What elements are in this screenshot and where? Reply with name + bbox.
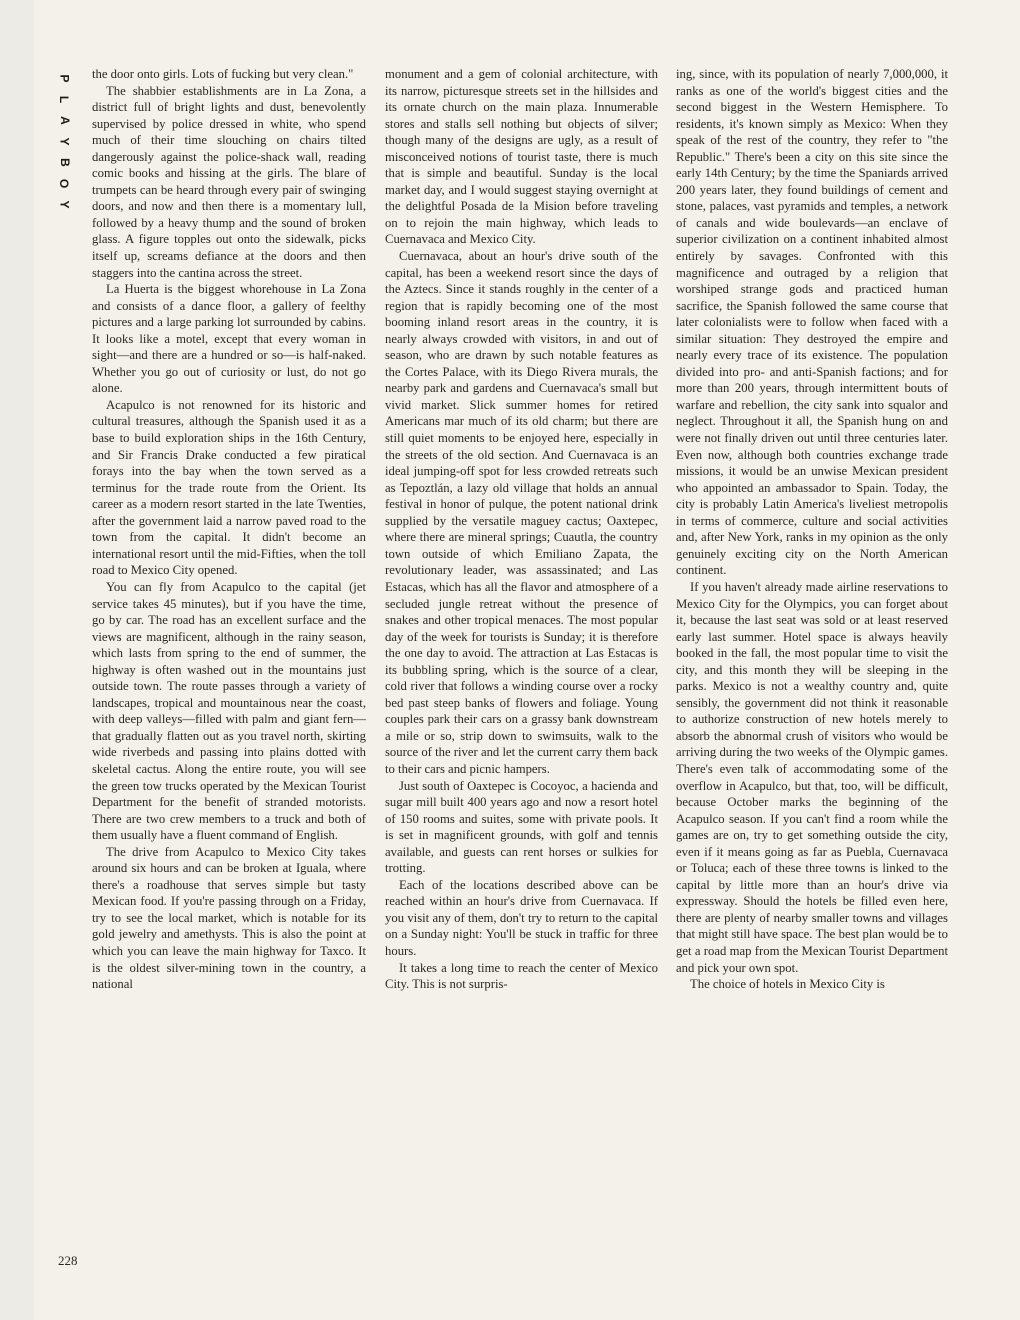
- logo-letter: A: [57, 116, 72, 125]
- logo-letter: Y: [57, 200, 72, 209]
- logo-letter: P: [57, 74, 72, 83]
- page-edge: [0, 0, 34, 1320]
- paragraph: You can fly from Acapulco to the capital (jet service takes 45 minutes), but if you have the time, go by car. The road has an excellent surface and the views are magnificent, although in the rainy season, which lasts from spring to the end of summer, the highway is often washed out in the mountains just outside town. The route passes through a variety of landscapes, tropical and mountainous near the coast, with deep valleys—filled with palm and giant fern—that gradually flatten out as you travel north, skirting wide riverbeds and passing into plains dotted with skeletal cactus. Along the entire route, you will see the green tow trucks operated by the Mexican Tourist Department for the benefit of stranded motorists. There are two crew members to a truck and both of them usually have a fluent command of English.: [92, 579, 366, 843]
- paragraph: Just south of Oaxtepec is Cocoyoc, a hacienda and sugar mill built 400 years ago and now a resort hotel of 150 rooms and suites, some with private pools. It is set in magnificent grounds, with golf and tennis available, and guests can rent horses or sulkies for trotting.: [385, 778, 658, 876]
- paragraph: The drive from Acapulco to Mexico City takes around six hours and can be broken at Iguala, where there's a roadhouse that serves simple but tasty Mexican food. If you're passing through on a Friday, try to see the local market, which is notable for its gold jewelry and amethysts. This is also the point at which you can leave the main highway for Taxco. It is the oldest silver-mining town in the country, a national: [92, 844, 366, 992]
- text-column-3: [676, 66, 948, 1276]
- paragraph: ing, since, with its population of nearly 7,000,000, it ranks as one of the world's biggest cities and the second biggest in the Western Hemisphere. To residents, it's known simply as Mexico: When they speak of the rest of the country, they refer to "the Republic." There's been a city on this site since the early 14th Century; by the time the Spaniards arrived 200 years later, they found buildings of cement and stone, palaces, vast pyramids and temples, a network of canals and wide boulevards—an enclave of superior civilization on a continent inhabited almost entirely by savages. Confronted with this magnificence and outraged by a religion that worshiped strange gods and practiced human sacrifice, the Spanish followed the same course that later colonialists were to follow when faced with a similar situation: They destroyed the empire and nearly every trace of its existence. The population divided into pro- and anti-Spanish factions; and for more than 200 years, through intermittent bouts of warfare and rebellion, the city sank into squalor and neglect. Throughout it all, the Spanish hung on and were not finally driven out until three centuries later. Even now, although both countries exchange trade missions, it would be an unwise Mexican president who appointed an ambassador to Spain. Today, the city is probably Latin America's liveliest metropolis in terms of commerce, culture and social activities and, after New York, ranks in my opinion as the only genuinely exciting city on the North American continent.: [676, 67, 948, 578]
- paragraph: the door onto girls. Lots of fucking but very clean.": [92, 67, 354, 81]
- paragraph: Acapulco is not renowned for its historic and cultural treasures, although the Spanish used it as a base to build exploration ships in the 16th Century, and Sir Francis Drake conducted a few piratical forays into the bay when the town served as a terminus for the trade route from the Orient. Its career as a modern resort started in the late Twenties, after the government laid a narrow paved road to the town from the capital. It didn't become an international resort until the mid-Fifties, when the toll road to Mexico City opened.: [92, 397, 366, 578]
- magazine-logo: [52, 68, 76, 215]
- logo-letter: O: [57, 178, 72, 189]
- logo-letter: L: [57, 95, 72, 104]
- paragraph: monument and a gem of colonial architecture, with its narrow, picturesque streets set in the hillsides and its ornate church on the main plaza. Innumerable stores and stalls sell nothing but objects of silver; though many of the designs are ugly, as a result of misconceived notions of tourist taste, there is much that is simple and beautiful. Sunday is the local market day, and I would suggest staying overnight at the delightful Posada de la Mision before traveling on to rejoin the main highway, which leads to Cuernavaca and Mexico City.: [385, 67, 658, 247]
- paragraph: It takes a long time to reach the center of Mexico City. This is not surpris-: [385, 960, 658, 992]
- paragraph: If you haven't already made airline reservations to Mexico City for the Olympics, you can forget about it, because the last seat was sold or at least reserved early last summer. Hotel space is always heavily booked in the fall, the most popular time to visit the city, and this month they will be sleeping in the parks. Mexico is not a wealthy country and, quite sensibly, the government did not think it reasonable to authorize construction of new hotels merely to absorb the abnormal crush of visitors who would be arriving during the two weeks of the Olympic games. There's even talk of accommodating some of the overflow in Acapulco, but that, too, will be difficult, because October marks the beginning of the Acapulco season. If you can't find a room while the games are on, try to get something outside the city, even if it means going as far as Puebla, Cuernavaca or Toluca; each of these three towns is linked to the capital by little more than an hour's drive via expressway. Should the hotels be filled even here, there are plenty of nearby smaller towns and villages that might still have space. The best plan would be to get a road map from the Mexican Tourist Department and pick your own spot.: [676, 579, 948, 975]
- logo-letter: B: [57, 158, 72, 167]
- paragraph: The choice of hotels in Mexico City is: [690, 977, 885, 992]
- page-number: 228: [58, 1253, 78, 1268]
- paragraph: Each of the locations described above can be reached within an hour's drive from Cuernavaca. If you visit any of them, don't try to return to the capital on a Sunday night: You'll be stuck in traffic for three hours.: [385, 877, 658, 958]
- text-column-2: [385, 66, 658, 1276]
- paragraph: Cuernavaca, about an hour's drive south of the capital, has been a weekend resort since the days of the Aztecs. Since it stands roughly in the center of a region that is rapidly becoming one of the most booming inland resort areas in the country, it is nearly always crowded with visitors, in and out of season, who are drawn by such notable features as the Cortes Palace, with its Diego Rivera murals, the nearby park and gardens and Cuernavaca's small but vivid market. Slick summer homes for retired Americans mar much of its old charm; but there are still quiet moments to be enjoyed here, especially in the streets of the old section. And Cuernavaca is an ideal jumping-off spot for less crowded retreats such as Tepoztlán, a lazy old village that holds an annual festival in honor of pulque, the potent national drink supplied by the versatile maguey cactus; Oaxtepec, where there are mineral springs; Cuautla, the country town outside of which Emiliano Zapata, the revolutionary leader, was assassinated; and Las Estacas, which has all the flavor and atmosphere of a secluded jungle retreat without the presence of snakes and other tropical menaces. The most popular day of the week for tourists is Sunday; it is therefore the one day to avoid. The attraction at Las Estacas is its bubbling spring, which is the source of a clear, cold river that follows a winding course over a rocky bed past steep banks of flowers and foliage. Young couples park their cars on a grassy bank downstream a mile or so, strip down to swimsuits, walk to the source of the river and let the current carry them back to their cars and picnic hampers.: [385, 249, 658, 776]
- logo-letter: Y: [57, 137, 72, 146]
- text-column-1: [92, 66, 366, 1276]
- paragraph: La Huerta is the biggest whorehouse in La Zona and consists of a dance floor, a gallery of feelthy pictures and a large parking lot surrounded by cabins. It looks like a motel, except that every woman in sight—and there are a hundred or so—is half-naked. Whether you go out of curiosity or lust, do not go alone.: [92, 282, 366, 396]
- paragraph: The shabbier establishments are in La Zona, a district full of bright lights and dust, benevolently supervised by police dressed in white, who spend much of their time slouching on chairs tilted dangerously against the police-shack wall, reading comic books and hissing at the girls. The blare of trumpets can be heard through every pair of swinging doors, and now and then there is a momentary lull, followed by a heavy thump and the sound of broken glass. A figure topples out onto the sidewalk, picks itself up, screams defiance at the doors and then staggers into the cantina across the street.: [92, 83, 366, 280]
